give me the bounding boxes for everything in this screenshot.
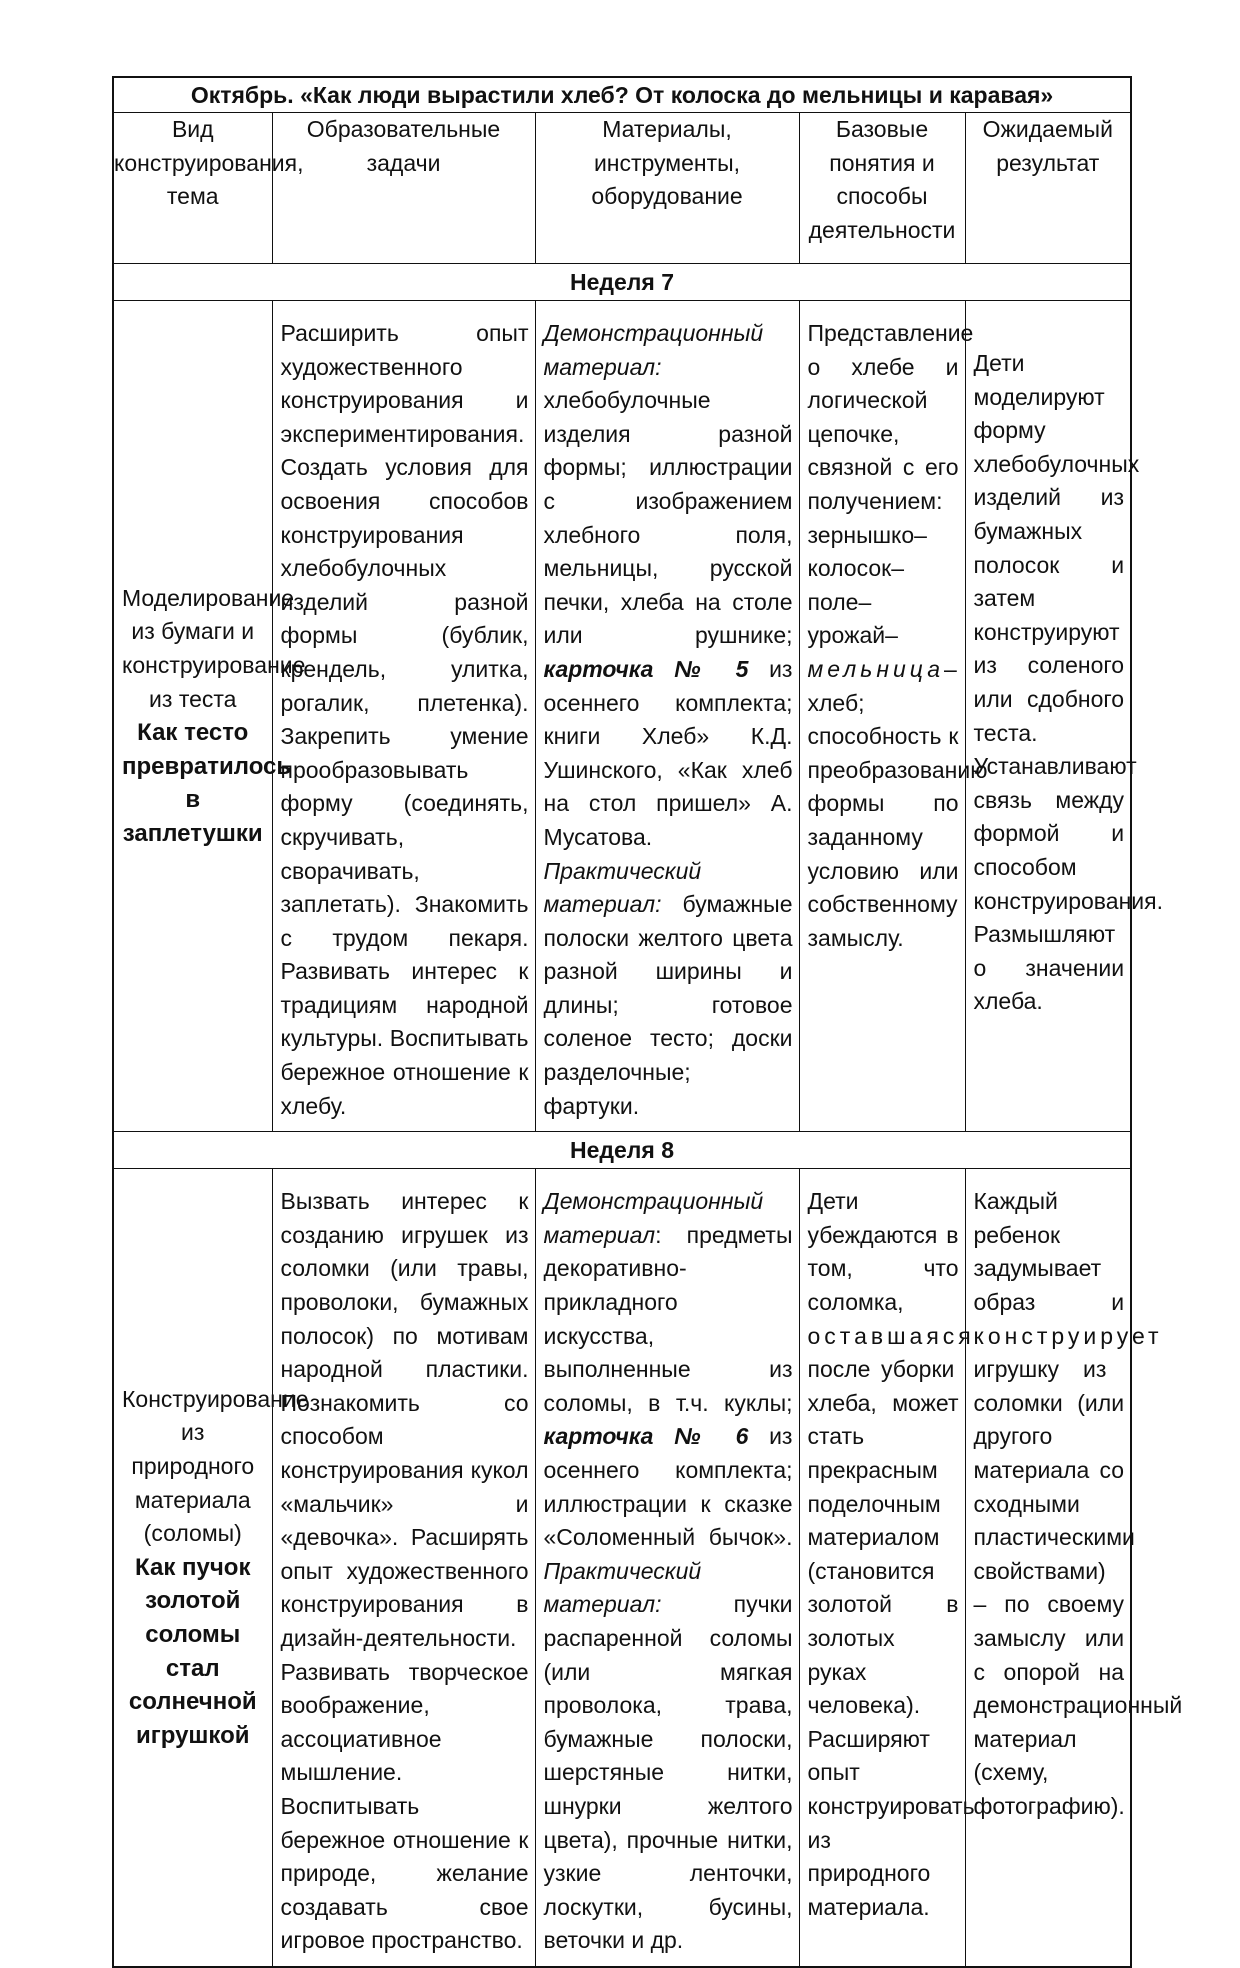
demo-text: : предметы декоративно-прикладного искусства, выполненные из соломы, в т.ч. куклы;	[543, 1221, 793, 1416]
concepts-spaced: оставшаяся	[807, 1322, 975, 1349]
header-theme: Вид конструирования, тема	[113, 113, 272, 264]
theme-title: Как тесто превратилось в заплетушки	[122, 719, 292, 847]
demo-text-2: из осеннего комплекта; книги Хлеб» К.Д. Ушинского, «Как хлеб на стол пришел» А. Мусатова.	[543, 655, 793, 850]
materials-cell	[535, 301, 799, 1132]
table-row	[113, 301, 1131, 1132]
result-cell	[965, 301, 1163, 1132]
header-tasks: Образовательные задачи	[272, 113, 535, 264]
header-result: Ожидаемый результат	[965, 113, 1131, 264]
result-text-2: игрушку из соломки (или другого материала со сходными пластическими свойствами) – по своему замыслу или с опорой на демонстрационный материал (схему, фотографию).	[973, 1356, 1183, 1819]
demo-label: Демонстрационный материал	[543, 1188, 764, 1248]
result-spaced: конструирует	[973, 1322, 1163, 1349]
concepts-text: Представление о хлебе и логической цепочке, связной с его получением: зернышко–колосок–поле–урожай–	[807, 320, 974, 649]
result-text: Каждый ребенок задумывает образ и	[973, 1188, 1125, 1316]
table-title: Октябрь. «Как люди вырастили хлеб? От колоска до мельницы и каравая»	[113, 77, 1131, 113]
tasks-cell	[272, 1169, 535, 1967]
demo-text: хлебобулочные изделия разной формы; иллюстрации с изображением хлебного поля, мельницы, русской печки, хлеба на столе или рушнике;	[543, 387, 793, 649]
header-materials: Материалы, инструменты, оборудование	[535, 113, 799, 264]
result-cell	[965, 1169, 1183, 1967]
concepts-text: Дети убеждаются в том, что соломка,	[807, 1188, 959, 1316]
concepts-cell	[799, 301, 988, 1132]
materials-cell	[535, 1169, 799, 1967]
week-label: Неделя 7	[113, 264, 1131, 301]
header-row	[113, 113, 1131, 264]
week-label: Неделя 8	[113, 1132, 1131, 1169]
practical-text: бумажные полоски желтого цвета разной ширины и длины; готовое соленое тесто; доски разделочные; фартуки.	[543, 891, 793, 1119]
concepts-cell	[799, 1169, 975, 1967]
demo-label: Демонстрационный материал:	[543, 320, 764, 380]
tasks-text: Расширить опыт художественного конструирования и экспериментирования. Создать условия для освоения способов конструирования хлебобулочных изделий разной формы (бублик, крендель, улитка, рогалик, плетенка). Закрепить умение прообразовывать форму (соединять, скручивать, сворачивать, заплетать). Знакомить с трудом пекаря. Развивать интерес к традициям народной культуры. Воспитывать бережное отношение к хлебу.	[280, 320, 529, 1119]
tasks-cell	[272, 301, 535, 1132]
theme-cell	[113, 1169, 309, 1967]
tasks-text: Вызвать интерес к созданию игрушек из соломки (или травы, проволоки, бумажных полосок) по мотивам народной пластики. Познакомить со способом конструирования кукол «мальчик» и «девочка». Расширять опыт художественного конструирования в дизайн-деятельности. Развивать творческое воображение, ассоциативное мышление. Воспитывать бережное отношение к природе, желание создавать свое игровое пространство.	[280, 1188, 529, 1954]
practical-label: Практический материал:	[543, 857, 702, 918]
table-row	[113, 1169, 1131, 1967]
demo-text-2: из осеннего комплекта; иллюстрации к сказке «Соломенный бычок».	[543, 1423, 793, 1551]
practical-label: Практический материал:	[543, 1557, 702, 1618]
header-concepts: Базовые понятия и способы деятельности	[799, 113, 965, 264]
concepts-text-2: после уборки хлеба, может стать прекрасным поделочным материалом (становится золотой в золотых руках человека). Расширяют опыт конструировать из природного материала.	[807, 1356, 975, 1920]
theme-cell	[113, 301, 306, 1132]
theme-type: Конструирование из природного материала (соломы)	[122, 1385, 309, 1547]
plan-table	[112, 76, 1183, 1968]
practical-text: пучки распаренной соломы (или мягкая проволока, трава, бумажные полоски, шерстяные нитки, шнурки желтого цвета), прочные нитки, узкие ленточки, лоскутки, бусины, веточки и др.	[543, 1591, 793, 1954]
card-ref: карточка № 6	[543, 1423, 749, 1450]
concepts-text-2: –хлеб; способность к преобразованию формы по заданному условию или собственному замыслу.	[807, 655, 988, 951]
concepts-spaced: мельница	[807, 655, 945, 682]
result-text: Дети моделируют форму хлебобулочных изделий из бумажных полосок и затем конструируют из соленого или сдобного теста. Устанавливают связь между формой и способом конструирования. Размышляют о значении хлеба.	[973, 350, 1163, 1015]
theme-type: Моделирование из бумаги и конструирование из теста	[122, 584, 306, 712]
card-ref: карточка № 5	[543, 655, 749, 682]
theme-title: Как пучок золотой соломы стал солнечной игрушкой	[128, 1553, 257, 1749]
